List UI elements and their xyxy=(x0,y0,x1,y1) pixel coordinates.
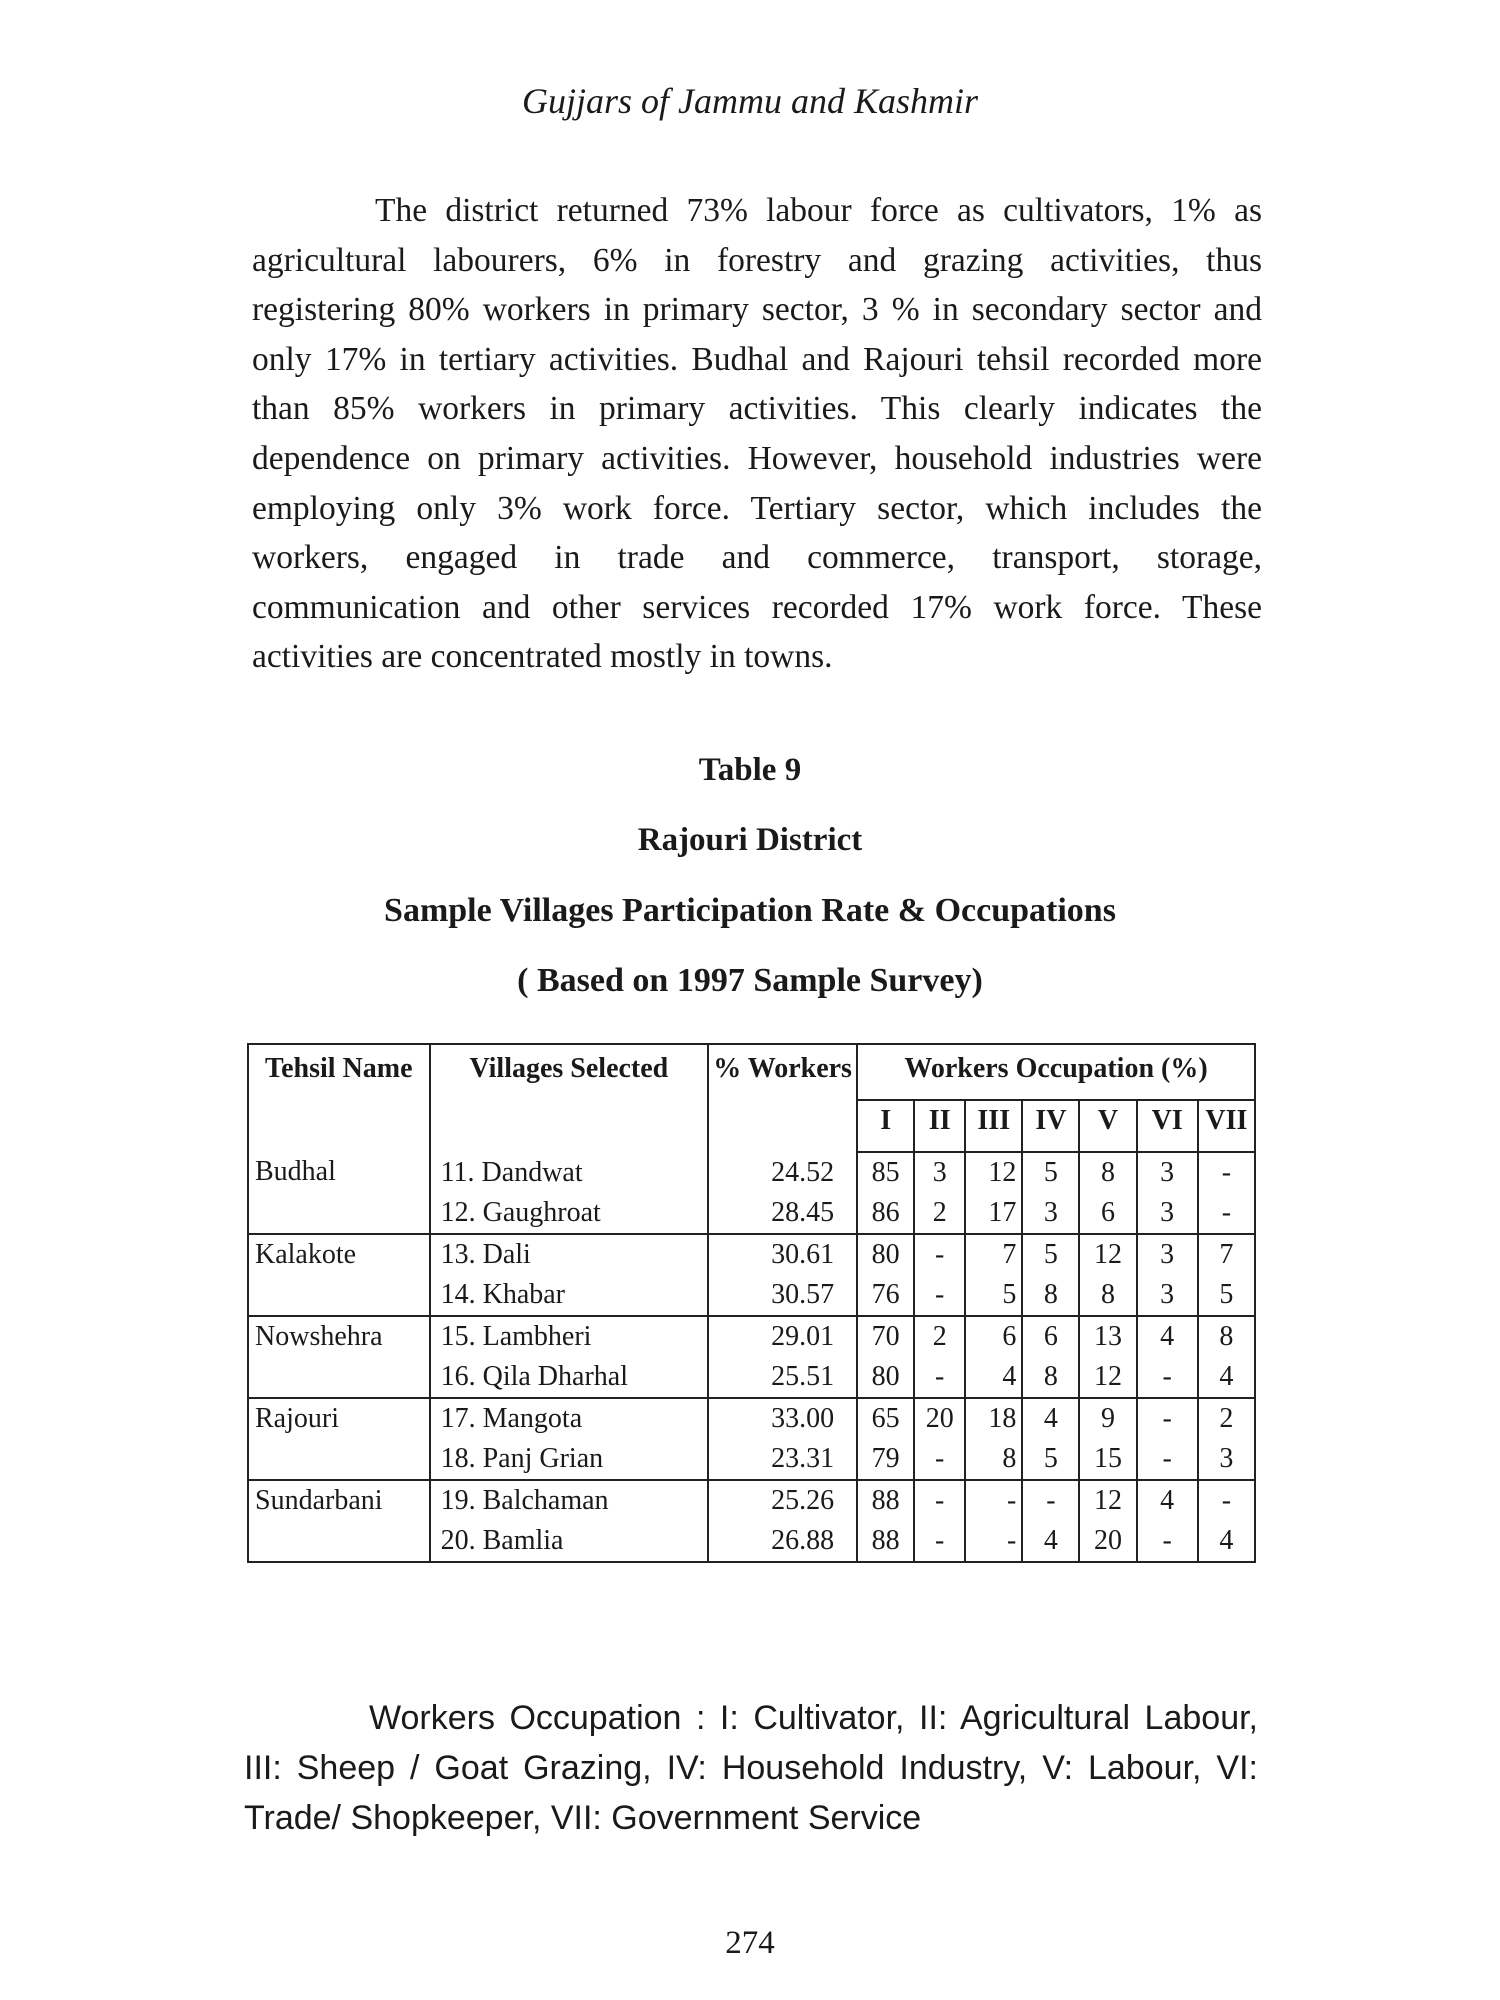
occupation-cell: 20 xyxy=(914,1398,965,1439)
occupation-cell: 3 xyxy=(914,1152,965,1193)
village-cell: 18. Panj Grian xyxy=(430,1439,709,1480)
occupation-cell: 12 xyxy=(1079,1357,1136,1398)
occupation-cell: 9 xyxy=(1079,1398,1136,1439)
occupation-cell: 20 xyxy=(1079,1521,1136,1562)
occupation-cell: - xyxy=(1198,1480,1255,1521)
occupation-cell: 8 xyxy=(1198,1316,1255,1357)
occupation-cell: 7 xyxy=(965,1234,1022,1275)
header-tehsil: Tehsil Name xyxy=(248,1044,430,1152)
header-workers-pct: % Workers xyxy=(708,1044,857,1152)
occupation-cell: 5 xyxy=(1022,1152,1079,1193)
table-note: ( Based on 1997 Sample Survey) xyxy=(517,962,983,999)
occupation-cell: - xyxy=(1137,1357,1198,1398)
occupation-cell: - xyxy=(914,1439,965,1480)
occupation-cell: 8 xyxy=(1022,1275,1079,1316)
occupation-cell: - xyxy=(1137,1439,1198,1480)
workers-pct-cell: 29.01 xyxy=(708,1316,857,1357)
occupation-legend xyxy=(244,1693,1258,1843)
table-number: Table 9 xyxy=(698,752,802,788)
occupation-cell: 4 xyxy=(1022,1398,1079,1439)
header-occupation-col: III xyxy=(965,1100,1022,1152)
occupation-cell: 8 xyxy=(1079,1275,1136,1316)
occupation-cell: 8 xyxy=(1079,1152,1136,1193)
table-title: Sample Villages Participation Rate & Occupations xyxy=(384,892,1116,929)
village-cell: 20. Bamlia xyxy=(430,1521,709,1562)
tehsil-cell: Sundarbani xyxy=(248,1480,430,1562)
workers-pct-cell: 33.00 xyxy=(708,1398,857,1439)
occupation-cell: 5 xyxy=(1022,1234,1079,1275)
occupation-cell: 4 xyxy=(1137,1480,1198,1521)
village-cell: 15. Lambheri xyxy=(430,1316,709,1357)
village-cell: 11. Dandwat xyxy=(430,1152,709,1193)
workers-pct-cell: 28.45 xyxy=(708,1193,857,1234)
occupation-cell: - xyxy=(914,1480,965,1521)
occupation-cell: 88 xyxy=(857,1480,914,1521)
legend-text: Workers Occupation : I: Cultivator, II: Agricultural Labour, III: Sheep / Goat Grazing, IV: Household Industry, V: Labour, VI: Trade/ Shopkeeper, VII: Government Service xyxy=(244,1699,1258,1837)
occupation-cell: 79 xyxy=(857,1439,914,1480)
table-district: Rajouri District xyxy=(637,822,863,858)
occupation-cell: 8 xyxy=(1022,1357,1079,1398)
header-occupation-group: Workers Occupation (%) xyxy=(857,1044,1255,1100)
occupation-cell: - xyxy=(965,1480,1022,1521)
table-row xyxy=(248,1398,1255,1439)
header-occupation-col: VI xyxy=(1137,1100,1198,1152)
village-cell: 13. Dali xyxy=(430,1234,709,1275)
header-occupation-col: VII xyxy=(1198,1100,1255,1152)
occupation-cell: 4 xyxy=(965,1357,1022,1398)
workers-pct-cell: 24.52 xyxy=(708,1152,857,1193)
occupation-cell: 3 xyxy=(1137,1193,1198,1234)
occupation-cell: - xyxy=(914,1521,965,1562)
occupation-cell: - xyxy=(965,1521,1022,1562)
body-paragraph xyxy=(252,186,1262,682)
occupation-cell: 4 xyxy=(1137,1316,1198,1357)
body-paragraph-text: The district returned 73% labour force as cultivators, 1% as agricultural labourers, 6% in forestry and grazing activities, thus registering 80% workers in primary sector, 3 % in secondary sector and only 17% in tertiary activities. Budhal and Rajouri tehsil recorded more than 85% workers in primary activities. This clearly indicates the dependence on primary activities. However, household industries were employing only 3% work force. Tertiary sector, which includes the workers, engaged in trade and commerce, transport, storage, communication and other services recorded 17% work force. These activities are concentrated mostly in towns. xyxy=(252,192,1262,676)
village-cell: 19. Balchaman xyxy=(430,1480,709,1521)
occupation-cell: 86 xyxy=(857,1193,914,1234)
occupation-cell: 3 xyxy=(1022,1193,1079,1234)
table-row xyxy=(248,1316,1255,1357)
header-occupation-col: II xyxy=(914,1100,965,1152)
workers-pct-cell: 30.61 xyxy=(708,1234,857,1275)
occupation-cell: 3 xyxy=(1198,1439,1255,1480)
occupation-cell: - xyxy=(1022,1480,1079,1521)
occupation-cell: - xyxy=(914,1275,965,1316)
occupation-cell: 65 xyxy=(857,1398,914,1439)
occupation-cell: 12 xyxy=(1079,1234,1136,1275)
workers-pct-cell: 25.26 xyxy=(708,1480,857,1521)
occupation-cell: - xyxy=(1198,1193,1255,1234)
occupation-cell: 4 xyxy=(1198,1357,1255,1398)
occupation-cell: 3 xyxy=(1137,1275,1198,1316)
workers-pct-cell: 25.51 xyxy=(708,1357,857,1398)
village-cell: 17. Mangota xyxy=(430,1398,709,1439)
occupation-cell: 85 xyxy=(857,1152,914,1193)
page-number: 274 xyxy=(725,1925,775,1961)
header-occupation-col: IV xyxy=(1022,1100,1079,1152)
village-cell: 16. Qila Dharhal xyxy=(430,1357,709,1398)
tehsil-cell: Kalakote xyxy=(248,1234,430,1316)
table-row xyxy=(248,1480,1255,1521)
occupation-cell: 15 xyxy=(1079,1439,1136,1480)
occupation-cell: 2 xyxy=(914,1316,965,1357)
occupation-cell: 4 xyxy=(1022,1521,1079,1562)
table-row xyxy=(248,1152,1255,1193)
header-villages: Villages Selected xyxy=(430,1044,709,1152)
occupation-cell: 17 xyxy=(965,1193,1022,1234)
table-row xyxy=(248,1234,1255,1275)
occupation-cell: 6 xyxy=(1079,1193,1136,1234)
occupation-cell: 6 xyxy=(965,1316,1022,1357)
occupation-cell: 2 xyxy=(914,1193,965,1234)
occupation-cell: 8 xyxy=(965,1439,1022,1480)
occupation-cell: 12 xyxy=(965,1152,1022,1193)
occupation-cell: 76 xyxy=(857,1275,914,1316)
occupation-cell: 88 xyxy=(857,1521,914,1562)
village-cell: 12. Gaughroat xyxy=(430,1193,709,1234)
occupation-cell: 13 xyxy=(1079,1316,1136,1357)
occupation-cell: - xyxy=(1137,1521,1198,1562)
occupation-cell: - xyxy=(1137,1398,1198,1439)
occupation-cell: 5 xyxy=(965,1275,1022,1316)
occupation-cell: 5 xyxy=(1198,1275,1255,1316)
occupation-cell: 5 xyxy=(1022,1439,1079,1480)
occupation-cell: 12 xyxy=(1079,1480,1136,1521)
occupation-cell: 80 xyxy=(857,1234,914,1275)
occupation-cell: 4 xyxy=(1198,1521,1255,1562)
village-cell: 14. Khabar xyxy=(430,1275,709,1316)
occupation-cell: - xyxy=(914,1357,965,1398)
tehsil-cell: Budhal xyxy=(248,1152,430,1234)
data-table xyxy=(247,1043,1256,1563)
workers-pct-cell: 26.88 xyxy=(708,1521,857,1562)
occupation-cell: - xyxy=(1198,1152,1255,1193)
workers-pct-cell: 23.31 xyxy=(708,1439,857,1480)
header-occupation-col: I xyxy=(857,1100,914,1152)
occupation-cell: 3 xyxy=(1137,1234,1198,1275)
workers-pct-cell: 30.57 xyxy=(708,1275,857,1316)
running-head: Gujjars of Jammu and Kashmir xyxy=(521,81,979,121)
tehsil-cell: Nowshehra xyxy=(248,1316,430,1398)
occupation-cell: 2 xyxy=(1198,1398,1255,1439)
occupation-cell: 6 xyxy=(1022,1316,1079,1357)
header-occupation-col: V xyxy=(1079,1100,1136,1152)
occupation-cell: 18 xyxy=(965,1398,1022,1439)
occupation-cell: - xyxy=(914,1234,965,1275)
occupation-cell: 70 xyxy=(857,1316,914,1357)
occupation-cell: 80 xyxy=(857,1357,914,1398)
tehsil-cell: Rajouri xyxy=(248,1398,430,1480)
occupation-cell: 3 xyxy=(1137,1152,1198,1193)
occupation-cell: 7 xyxy=(1198,1234,1255,1275)
